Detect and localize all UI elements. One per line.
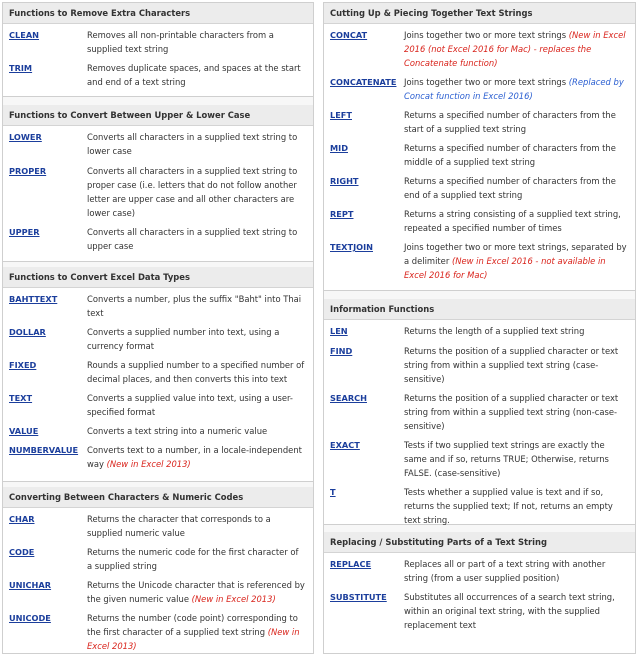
function-description: Removes duplicate spaces, and spaces at the start and end of a text string (87, 63, 301, 87)
section-upper-lower-case (3, 105, 313, 262)
function-link-lower[interactable]: LOWER (9, 132, 42, 142)
function-description: Returns a specified number of characters from the middle of a supplied text string (404, 143, 616, 167)
function-description: Joins together two or more text strings (Replaced by Concat function in Excel 2016) (404, 77, 624, 101)
function-description: Converts a supplied value into text, using a user-specified format (87, 393, 293, 417)
section-information-functions (324, 299, 635, 525)
function-description: Returns the length of a supplied text string (404, 326, 585, 336)
function-description: Returns a specified number of characters from the start of a supplied text string (404, 110, 616, 134)
version-note: (New in Excel 2013) (191, 594, 276, 604)
right-column (323, 2, 636, 654)
function-description: Returns the number (code point) corresponding to the first character of a supplied text string (New in Excel 2013) (87, 613, 300, 651)
function-link-text[interactable]: TEXT (9, 393, 33, 403)
section-title: Functions to Remove Extra Characters (3, 3, 313, 24)
function-link-search[interactable]: SEARCH (330, 393, 367, 403)
function-description: Replaces all or part of a text string with another string (from a user supplied position) (404, 559, 606, 583)
section-title: Functions to Convert Excel Data Types (3, 267, 313, 288)
section-title: Functions to Convert Between Upper & Lower Case (3, 105, 313, 126)
function-link-exact[interactable]: EXACT (330, 440, 360, 450)
function-link-len[interactable]: LEN (330, 326, 348, 336)
function-link-rept[interactable]: REPT (330, 209, 354, 219)
function-link-t[interactable]: T (330, 487, 336, 497)
section-title: Cutting Up & Piecing Together Text Strings (324, 3, 635, 24)
function-description: Returns the numeric code for the first character of a supplied string (87, 547, 299, 571)
function-description: Returns a specified number of characters from the end of a supplied text string (404, 176, 616, 200)
function-description: Removes all non-printable characters from a supplied text string (87, 30, 274, 54)
function-description: Tests if two supplied text strings are exactly the same and if so, returns TRUE; Otherwise, returns FALSE. (case-sensitive) (404, 440, 609, 478)
function-link-concat[interactable]: CONCAT (330, 30, 368, 40)
function-link-mid[interactable]: MID (330, 143, 348, 153)
section-characters-numeric-codes (3, 487, 313, 653)
function-link-dollar[interactable]: DOLLAR (9, 327, 46, 337)
function-description: Returns the Unicode character that is referenced by the given numeric value (New in Excel 2013) (87, 580, 305, 604)
function-description: Converts a number, plus the suffix "Baht" into Thai text (87, 294, 302, 318)
function-description: Joins together two or more text strings (New in Excel 2016 (not Excel 2016 for Mac) - replaces the Concatenate function) (404, 30, 626, 68)
version-note: (Replaced by Concat function in Excel 2016) (404, 77, 624, 101)
function-link-unichar[interactable]: UNICHAR (9, 580, 52, 590)
section-title: Converting Between Characters & Numeric Codes (3, 487, 313, 508)
function-description: Returns the position of a supplied character or text string from within a supplied text string (case-sensitive) (404, 346, 619, 384)
section-remove-extra-characters (3, 3, 313, 97)
function-description: Returns a string consisting of a supplied text string, repeated a specified number of times (404, 209, 621, 233)
function-description: Converts a text string into a numeric value (87, 426, 268, 436)
function-description: Converts all characters in a supplied text string to lower case (87, 132, 298, 156)
function-link-char[interactable]: CHAR (9, 514, 35, 524)
function-link-numbervalue[interactable]: NUMBERVALUE (9, 445, 79, 455)
function-link-proper[interactable]: PROPER (9, 166, 47, 176)
function-link-right[interactable]: RIGHT (330, 176, 359, 186)
function-link-clean[interactable]: CLEAN (9, 30, 40, 40)
function-description: Converts text to a number, in a locale-independent way (New in Excel 2013) (87, 445, 302, 469)
function-description: Converts a supplied number into text, using a currency format (87, 327, 280, 351)
function-description: Returns the character that corresponds to a supplied numeric value (87, 514, 271, 538)
function-link-code[interactable]: CODE (9, 547, 35, 557)
function-description: Rounds a supplied number to a specified number of decimal places, and then converts this into text (87, 360, 305, 384)
function-link-find[interactable]: FIND (330, 346, 353, 356)
function-link-concatenate[interactable]: CONCATENATE (330, 77, 397, 87)
version-note: (New in Excel 2013) (106, 459, 191, 469)
function-description: Substitutes all occurrences of a search text string, within an original text string, with the supplied replacement text (404, 592, 615, 630)
left-column (2, 2, 314, 654)
function-link-bahttext[interactable]: BAHTTEXT (9, 294, 58, 304)
section-cutting-piecing-strings (324, 3, 635, 291)
function-link-substitute[interactable]: SUBSTITUTE (330, 592, 387, 602)
function-link-left[interactable]: LEFT (330, 110, 352, 120)
section-replacing-substituting (324, 532, 635, 653)
function-link-textjoin[interactable]: TEXTJOIN (330, 242, 373, 252)
version-note: (New in Excel 2016 - not available in Excel 2016 for Mac) (404, 256, 606, 280)
function-link-value[interactable]: VALUE (9, 426, 39, 436)
version-note: (New in Excel 2013) (87, 627, 300, 651)
function-description: Returns the position of a supplied character or text string from within a supplied text string (non-case-sensitive) (404, 393, 619, 431)
function-link-replace[interactable]: REPLACE (330, 559, 372, 569)
section-title: Information Functions (324, 299, 635, 320)
function-link-upper[interactable]: UPPER (9, 227, 40, 237)
function-link-fixed[interactable]: FIXED (9, 360, 37, 370)
function-description: Tests whether a supplied value is text and if so, returns the supplied text; If not, returns an empty text string. (404, 487, 613, 525)
function-description: Converts all characters in a supplied text string to upper case (87, 227, 298, 251)
version-note: (New in Excel 2016 (not Excel 2016 for Mac) - replaces the Concatenate function) (404, 30, 626, 68)
function-link-trim[interactable]: TRIM (9, 63, 33, 73)
function-description: Converts all characters in a supplied text string to proper case (i.e. letters that do not follow another letter are upper case and all other characters are lower case) (87, 166, 298, 218)
section-title: Replacing / Substituting Parts of a Text String (324, 532, 635, 553)
section-convert-data-types (3, 267, 313, 482)
function-description: Joins together two or more text strings, separated by a delimiter (New in Excel 2016 - not available in Excel 2016 for Mac) (404, 242, 627, 280)
function-link-unicode[interactable]: UNICODE (9, 613, 51, 623)
